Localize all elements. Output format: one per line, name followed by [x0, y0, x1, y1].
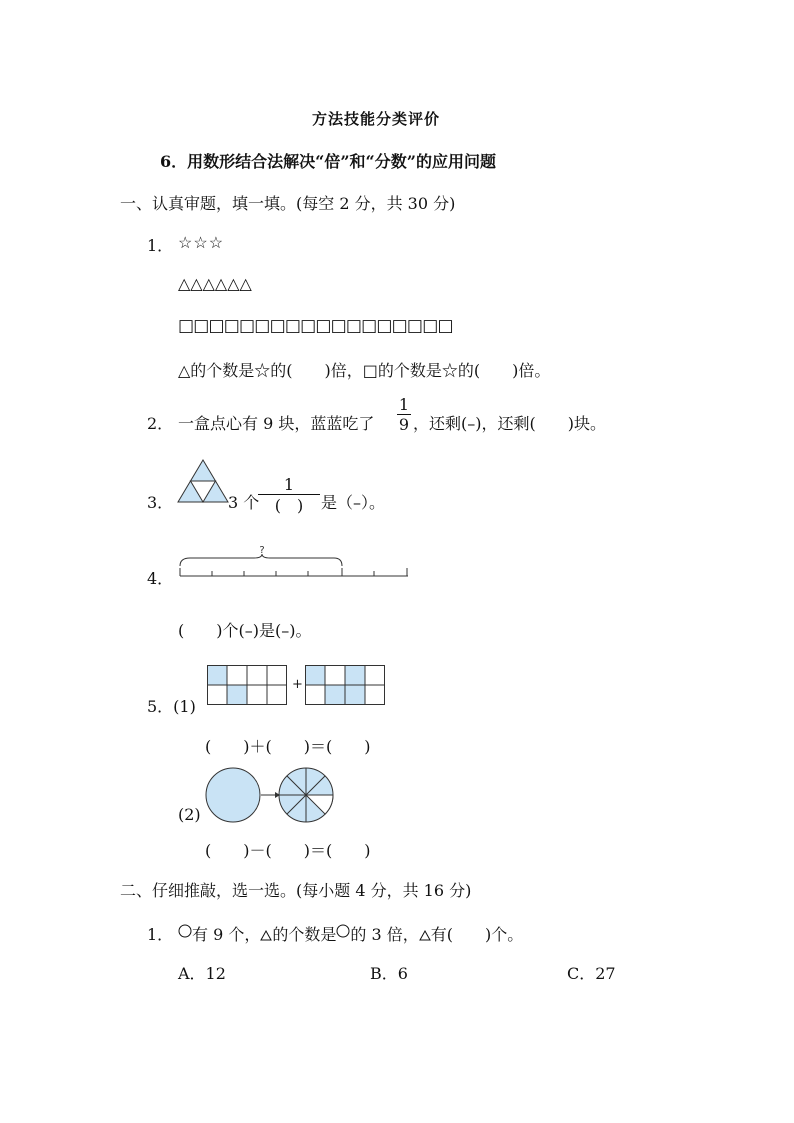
q5-number: 5．(1): [147, 697, 196, 716]
ticks: [180, 568, 407, 576]
q1-number: 1．: [147, 236, 174, 255]
section1-heading: 一、认真审题，填一填。(每空 2 分，共 30 分): [120, 194, 456, 213]
stars-row: ☆☆☆: [178, 233, 225, 252]
s2-q1-text-2: 的个数是: [272, 925, 337, 944]
q1-text: △的个数是☆的( )倍，□的个数是☆的( )倍。: [178, 361, 551, 380]
brace: [180, 554, 342, 566]
circle-icon: [178, 924, 192, 938]
q2-text-before: 一盒点心有 9 块，蓝蓝吃了: [178, 414, 375, 433]
grid-left: [207, 665, 287, 705]
cell-shaded: [345, 665, 365, 685]
s2-q1-line: [178, 922, 523, 945]
q5-label-2: (2): [178, 805, 201, 824]
q4-number: 4．: [147, 569, 174, 588]
option-b: B．6: [370, 964, 408, 983]
triangle-icon: [419, 929, 431, 941]
triangle-icon: [260, 929, 272, 941]
circle-icon: [336, 924, 350, 938]
q5-equation-2: ( )－( )＝( ): [205, 841, 371, 860]
q2-fraction: [396, 396, 412, 435]
cell-shaded: [325, 685, 345, 705]
q3-number: 3．: [147, 493, 174, 512]
s2-q1-text-3: 的 3 倍，: [350, 925, 419, 944]
q2-number: 2．: [147, 414, 174, 433]
squares-row: □□□□□□□□□□□□□□□□□□: [178, 316, 453, 336]
cell-shaded: [207, 665, 227, 685]
cell-shaded: [345, 685, 365, 705]
number-line-figure: [176, 542, 412, 582]
cell-shaded: [305, 665, 325, 685]
question-mark-label: ?: [259, 545, 265, 556]
triangles-row: △△△△△△: [178, 274, 252, 293]
q2-frac-denominator: 9: [398, 415, 410, 434]
q3-frac-numerator: 1: [283, 475, 295, 494]
s2-q1-number: 1．: [147, 925, 174, 944]
page-title: 方法技能分类评价: [312, 110, 441, 128]
q2-text-after: ，还剩(–)，还剩( )块。: [413, 414, 606, 433]
option-c: C．27: [567, 964, 616, 983]
full-circle: [206, 768, 260, 822]
q4-text: ( )个(–)是(–)。: [178, 621, 312, 640]
s2-q1-text-1: 有 9 个，: [192, 925, 261, 944]
q3-frac-denominator: ( ): [274, 496, 304, 515]
q3-fraction: [258, 476, 320, 517]
q3-text-after: 是（–）。: [321, 493, 386, 512]
circle-figure: [205, 764, 337, 826]
plus-sign: +: [292, 677, 303, 692]
triangle-figure: [176, 458, 230, 504]
grid-right: [305, 665, 385, 705]
section-subtitle: 6．用数形结合法解决“倍”和“分数”的应用问题: [160, 152, 496, 171]
s2-q1-text-4: 有( )个。: [430, 925, 524, 944]
q2-frac-numerator: 1: [398, 395, 410, 414]
cell-shaded: [227, 685, 247, 705]
q5-equation-1: ( )＋( )＝( ): [205, 737, 371, 756]
q3-text-before: 3 个: [228, 493, 260, 512]
section2-heading: 二、仔细推敲，选一选。(每小题 4 分，共 16 分): [120, 881, 472, 900]
option-a: A．12: [178, 964, 226, 983]
